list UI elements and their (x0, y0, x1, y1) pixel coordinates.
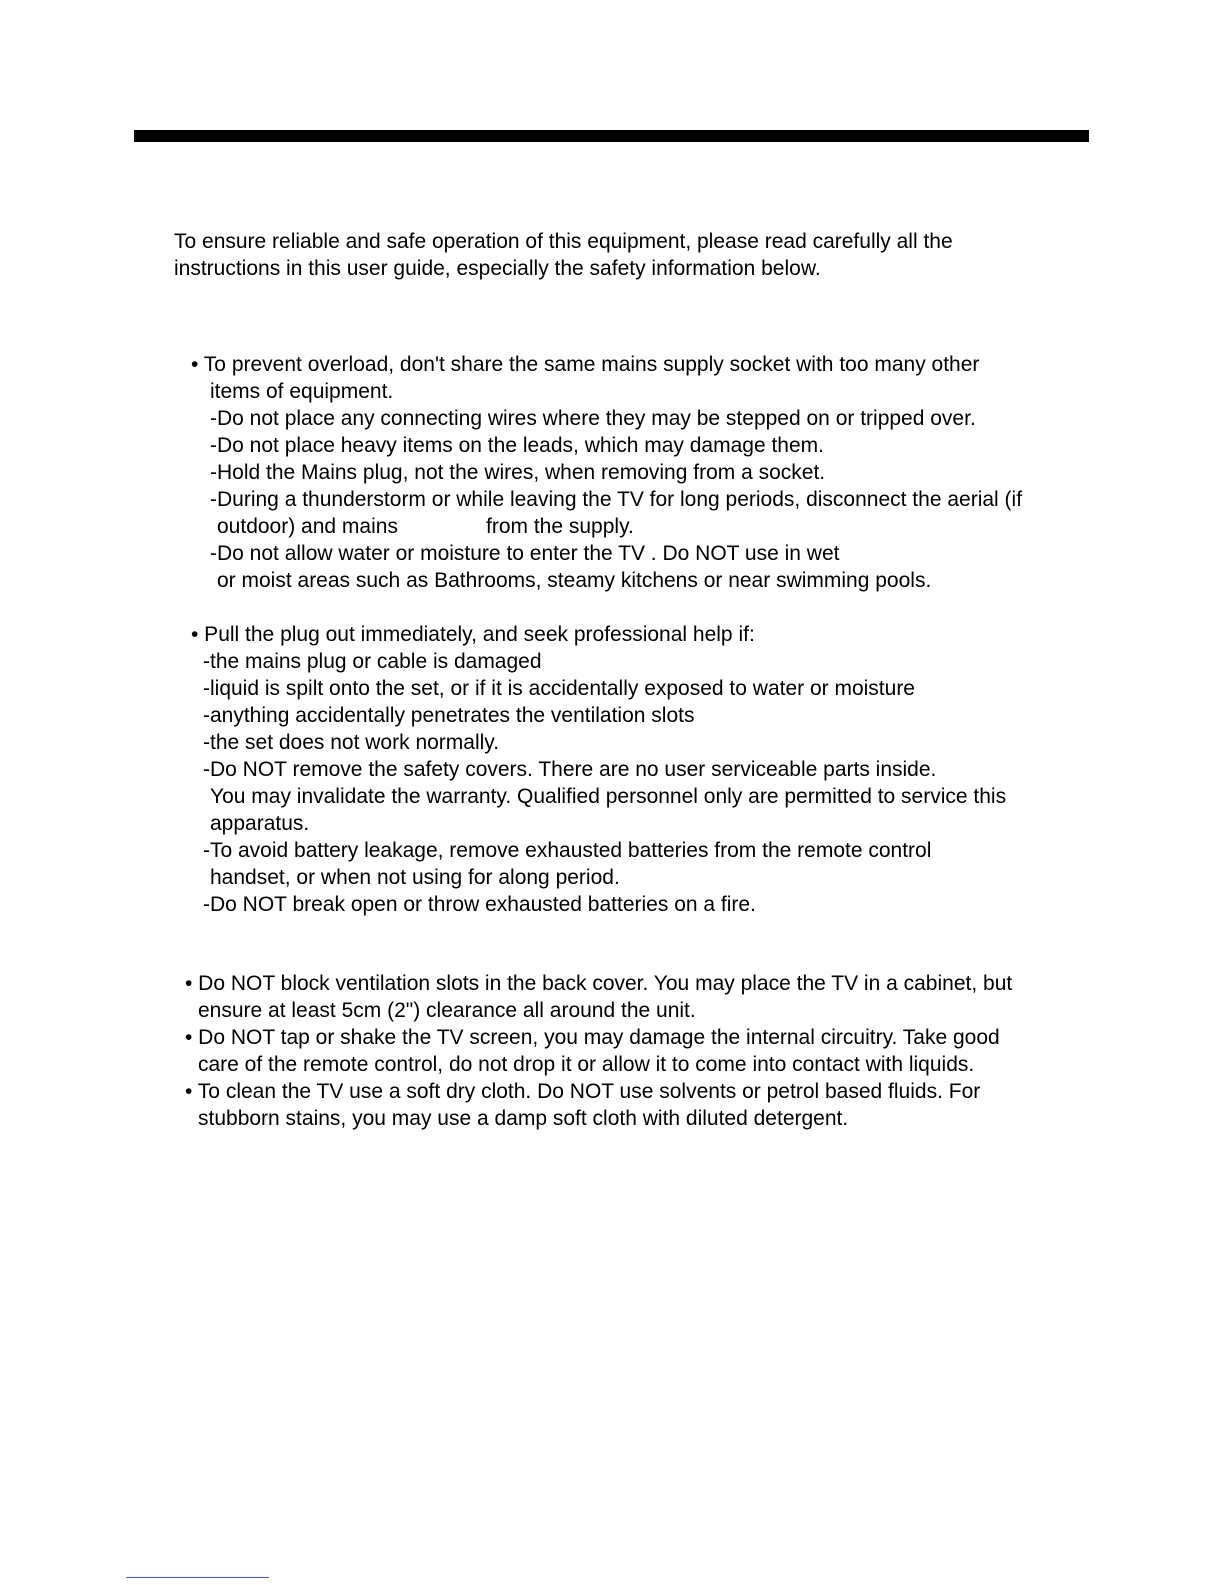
s3-bullet-ventilation: • Do NOT block ventilation slots in the back cover. You may place the TV in a cabinet, but (185, 972, 1013, 995)
s1-line-plug: -Hold the Mains plug, not the wires, when removing from a socket. (210, 461, 826, 484)
s3-line-stains: stubborn stains, you may use a damp soft cloth with diluted detergent. (198, 1107, 849, 1130)
s1-line-supply: from the supply. (486, 515, 634, 538)
intro-line-1: To ensure reliable and safe operation of this equipment, please read carefully all the (174, 230, 953, 253)
bottom-underline (126, 1577, 269, 1578)
s2-line-covers: -Do NOT remove the safety covers. There are no user serviceable parts inside. (203, 758, 937, 781)
s3-line-clearance: ensure at least 5cm (2") clearance all around the unit. (198, 999, 696, 1022)
s2-line-liquid: -liquid is spilt onto the set, or if it is accidentally exposed to water or moisture (203, 677, 915, 700)
s2-line-ventilation: -anything accidentally penetrates the ventilation slots (203, 704, 695, 727)
s2-line-handset: handset, or when not using for along period. (210, 866, 620, 889)
s1-line-items: items of equipment. (210, 380, 394, 403)
s1-line-outdoor: outdoor) and mains (217, 515, 398, 538)
s1-line-heavy: -Do not place heavy items on the leads, which may damage them. (210, 434, 824, 457)
s1-line-moist: or moist areas such as Bathrooms, steamy kitchens or near swimming pools. (217, 569, 932, 592)
s2-line-normally: -the set does not work normally. (203, 731, 500, 754)
s3-bullet-clean: • To clean the TV use a soft dry cloth. Do NOT use solvents or petrol based fluids. For (185, 1080, 981, 1103)
s2-line-fire: -Do NOT break open or throw exhausted batteries on a fire. (203, 893, 756, 916)
intro-line-2: instructions in this user guide, especially the safety information below. (174, 257, 821, 280)
s2-line-warranty: You may invalidate the warranty. Qualified personnel only are permitted to service this (210, 785, 1007, 808)
s1-line-thunderstorm: -During a thunderstorm or while leaving the TV for long periods, disconnect the aerial (if (210, 488, 1023, 511)
s2-bullet-pull-plug: • Pull the plug out immediately, and seek professional help if: (191, 623, 755, 646)
s1-bullet-overload: • To prevent overload, don't share the same mains supply socket with too many other (191, 353, 980, 376)
s2-line-cable: -the mains plug or cable is damaged (203, 650, 542, 673)
s1-line-wires: -Do not place any connecting wires where they may be stepped on or tripped over. (210, 407, 976, 430)
s2-line-battery: -To avoid battery leakage, remove exhausted batteries from the remote control (203, 839, 932, 862)
s3-bullet-screen: • Do NOT tap or shake the TV screen, you may damage the internal circuitry. Take good (185, 1026, 1000, 1049)
s3-line-remote: care of the remote control, do not drop it or allow it to come into contact with liquids. (198, 1053, 975, 1076)
s2-line-apparatus: apparatus. (210, 812, 310, 835)
s1-line-water: -Do not allow water or moisture to enter the TV . Do NOT use in wet (210, 542, 840, 565)
header-rule (134, 130, 1089, 142)
